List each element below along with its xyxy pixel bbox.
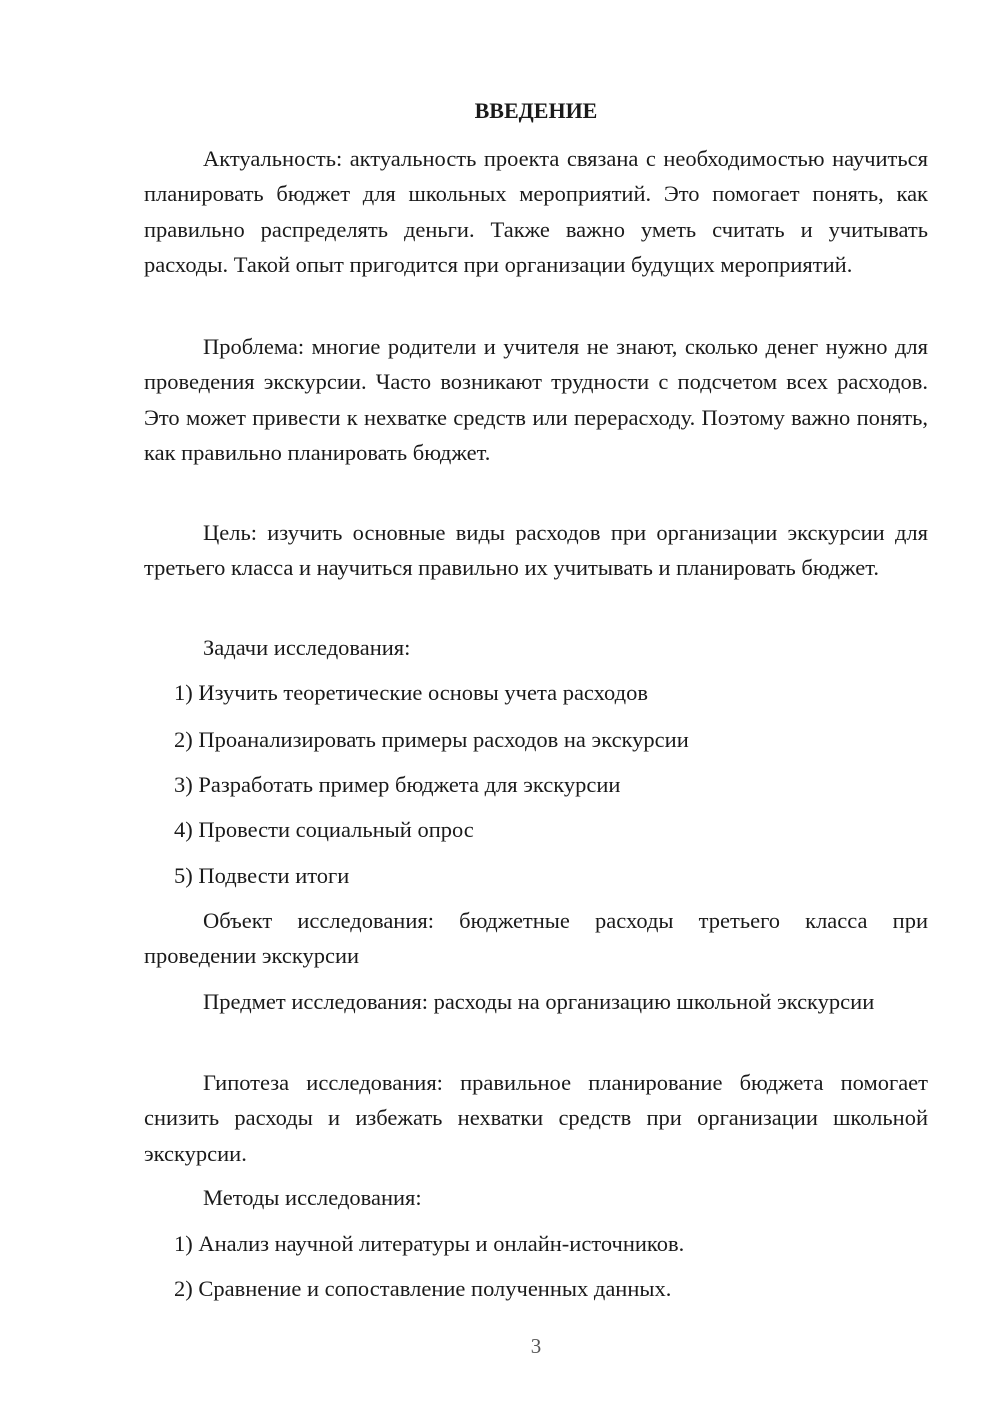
methods-heading: Методы исследования:: [203, 1185, 422, 1210]
method-item: 2) Сравнение и сопоставление полученных данных.: [174, 1276, 672, 1301]
subject-paragraph: Предмет исследования: расходы на организацию школьной экскурсии: [203, 989, 875, 1014]
method-item: 1) Анализ научной литературы и онлайн-источников.: [174, 1231, 685, 1256]
object-paragraph: Объект исследования: бюджетные расходы третьего класса при проведении экскурсии: [144, 908, 928, 969]
task-item: 5) Подвести итоги: [174, 863, 350, 888]
problem-paragraph: Проблема: многие родители и учителя не знают, сколько денег нужно для проведения экскурсии. Часто возникают трудности с подсчетом всех расходов. Это может привести к нехватке средств или перерасходу. Поэтому важно понять, как правильно планировать бюджет.: [144, 334, 928, 466]
task-item: 3) Разработать пример бюджета для экскурсии: [174, 772, 621, 797]
task-item: 1) Изучить теоретические основы учета расходов: [174, 680, 648, 705]
tasks-heading: Задачи исследования:: [203, 635, 411, 660]
hypothesis-paragraph: Гипотеза исследования: правильное планирование бюджета помогает снизить расходы и избежать нехватки средств при организации школьной экскурсии.: [144, 1070, 928, 1166]
goal-paragraph: Цель: изучить основные виды расходов при организации экскурсии для третьего класса и научиться правильно их учитывать и планировать бюджет.: [144, 520, 928, 581]
task-item: 2) Проанализировать примеры расходов на экскурсии: [174, 727, 689, 752]
relevance-paragraph: Актуальность: актуальность проекта связана с необходимостью научиться планировать бюджет для школьных мероприятий. Это помогает понять, как правильно распределять деньги. Также важно уметь считать и учитывать расходы. Такой опыт пригодится при организации будущих мероприятий.: [144, 146, 928, 278]
page-number: 3: [530, 1334, 542, 1358]
section-title: ВВЕДЕНИЕ: [474, 98, 598, 123]
task-item: 4) Провести социальный опрос: [174, 817, 474, 842]
